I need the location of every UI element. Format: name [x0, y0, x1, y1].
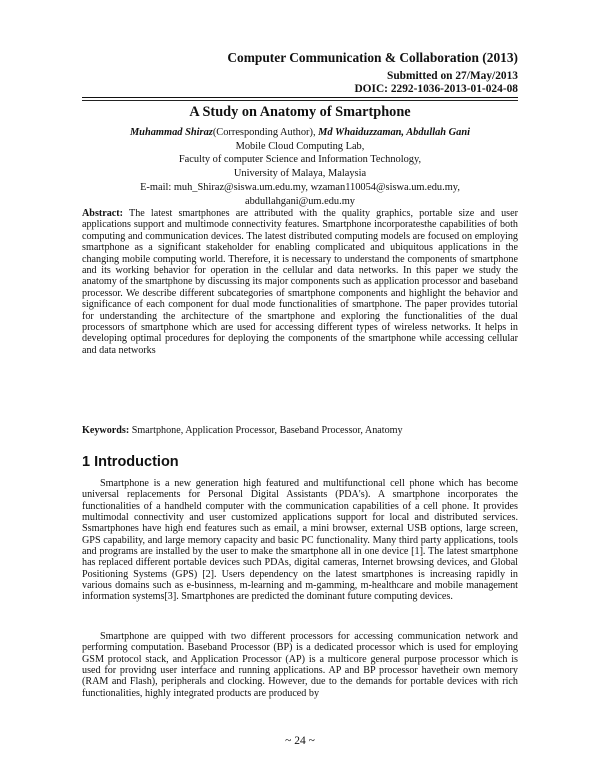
keywords — [82, 425, 518, 437]
header-rule-thin — [82, 100, 518, 101]
abstract — [82, 208, 518, 356]
author-block — [82, 126, 518, 208]
affiliation-lab: Mobile Cloud Computing Lab, — [235, 140, 365, 152]
abstract-text: The latest smartphones are attributed with the quality graphics, portable size and user applications support and multimode connectivity features. Smartphone incorporatesthe capabilities of both computing and communication devices. The latest distributed computing models are focused on employing smartphone as a significant stakeholder for enabling complicated and ubiquitous applications in the changing mobile computing world. Therefore, it is necessary to understand the components of smartphone and its working behavior for operation in the cellular and data networks. In this paper we study the anatomy of the smartphone by discussing its major components such as application processor and baseband processor. We describe different subcategories of smartphone components and highlight the behavior and significance of each component for dual mode functionalities of smartphone. The paper provides tutorial for understanding the architecture of the smartphone and exploring the functionalities of the dual processors of smartphone which are used for accessing different types of wireless networks. It helps in developing optimal procedures for deploying the components of the smartphone while accessing cellular and data networks — [82, 208, 518, 356]
author-emails: E-mail: muh_Shiraz@siswa.um.edu.my, wzaman110054@siswa.um.edu.my, — [140, 181, 460, 193]
affiliation-faculty: Faculty of computer Science and Information Technology, — [178, 154, 422, 166]
author-line — [82, 126, 518, 140]
header-rule — [82, 97, 518, 98]
author-email-2: abdullahgani@um.edu.my — [245, 195, 355, 207]
journal-name: Computer Communication & Collaboration (2013) — [227, 50, 518, 65]
affiliation-university: University of Malaya, Malaysia — [233, 168, 367, 180]
doi: DOIC: 2292-1036-2013-01-024-08 — [354, 83, 518, 95]
section-heading: 1 Introduction — [82, 454, 179, 470]
corresponding-author-note: (Corresponding Author), — [212, 127, 319, 138]
corresponding-author: Muhammad Shiraz — [129, 127, 213, 138]
intro-paragraph-1: Smartphone is a new generation high featured and multifunctional cell phone which has become universal replacements for Personal Digital Assistants (PDA's). A smartphone incorporates the functionalities of a handheld computer with the communication capabilities of a cell phone. It provides multimodal connectivity and user customized applications support for local and distributed services. Ssmartphones have high end features such as email, a mini browser, external USB options, large screen, GPS capability, and large memory capacity and basic PC functionality. Many third party applications, tools and programs are installed by the user to make the smartphone all in one device [1]. The latest smartphone has replaced different portable devices such PDAs, digital cameras, Internet browsing devices, and Global Positioning Systems (GPS) [2]. Users dependency on the latest smartphones is increasing rapidly in various domains such as e-businness, m-learning and m-gamming, m-healthcare and mobile management information systems[3]. Smartphones are predicted the dominant future computing devices. — [82, 478, 518, 603]
keywords-text: Smartphone, Application Processor, Baseband Processor, Anatomy — [131, 425, 403, 436]
paper-title: A Study on Anatomy of Smartphone — [189, 104, 411, 120]
abstract-label: Abstract: — [82, 208, 124, 219]
intro-paragraph-2: Smartphone are quipped with two different processors for accessing communication network and performing computation. Baseband Processor (BP) is a dedicated processor which is used for employing GSM protocol stack, and Application Processor (AP) is a multicore general purpose processor which is used for providng user interface and running applications. AP and BP processor havetheir own memory (RAM and Flash), peripherals and clocking. However, due to the demands for portable devices with rich functionalities, highly integrated products are produced by — [82, 631, 518, 699]
keywords-label: Keywords: — [82, 425, 130, 436]
page-number: ~ 24 ~ — [285, 735, 315, 747]
submission-date: Submitted on 27/May/2013 — [386, 70, 518, 82]
co-authors: Md Whaiduzzaman, Abdullah Gani — [318, 127, 471, 138]
